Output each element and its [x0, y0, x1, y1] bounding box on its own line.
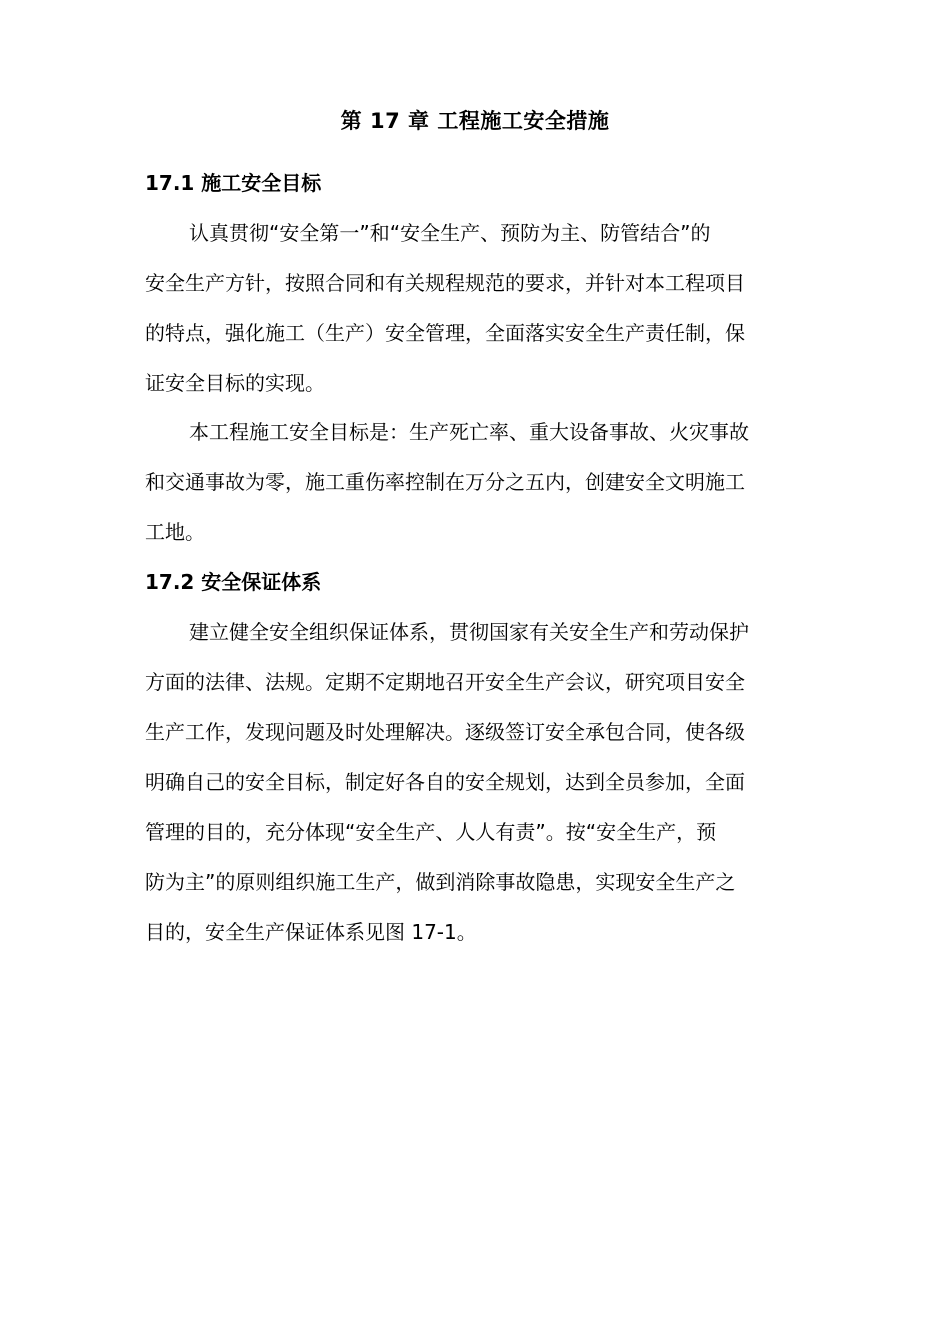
paragraph-line: 管理的目的，充分体现“安全生产、人人有责”。按“安全生产，预: [145, 820, 717, 844]
paragraph-safety-policy: [145, 208, 820, 408]
paragraph-line: 工地。: [145, 520, 205, 544]
paragraph-line: 本工程施工安全目标是：生产死亡率、重大设备事故、火灾事故: [189, 420, 749, 444]
chapter-title: 第 17 章 工程施工安全措施: [340, 109, 610, 133]
paragraph-line: 证安全目标的实现。: [145, 371, 325, 395]
paragraph-line: 方面的法律、法规。定期不定期地召开安全生产会议，研究项目安全: [145, 670, 745, 694]
paragraph-line: 和交通事故为零，施工重伤率控制在万分之五内，创建安全文明施工: [145, 470, 745, 494]
paragraph-safety-goals: [145, 407, 820, 557]
paragraph-line: 认真贯彻“安全第一”和“安全生产、预防为主、防管结合”的: [189, 221, 711, 245]
paragraph-line: 建立健全安全组织保证体系，贯彻国家有关安全生产和劳动保护: [189, 620, 749, 644]
paragraph-line: 生产工作，发现问题及时处理解决。逐级签订安全承包合同，使各级: [145, 720, 745, 744]
paragraph-line: 目的，安全生产保证体系见图 17-1。: [145, 920, 477, 944]
section-heading-17-1: 17.1 施工安全目标: [145, 171, 322, 195]
paragraph-line: 明确自己的安全目标，制定好各自的安全规划，达到全员参加，全面: [145, 770, 745, 794]
paragraph-line: 防为主”的原则组织施工生产，做到消除事故隐患，实现安全生产之: [145, 870, 736, 894]
paragraph-line: 的特点，强化施工（生产）安全管理，全面落实安全生产责任制，保: [145, 321, 745, 345]
paragraph-safety-system: [145, 607, 820, 957]
section-heading-17-2: 17.2 安全保证体系: [145, 570, 322, 594]
paragraph-line: 安全生产方针，按照合同和有关规程规范的要求，并针对本工程项目: [145, 271, 745, 295]
